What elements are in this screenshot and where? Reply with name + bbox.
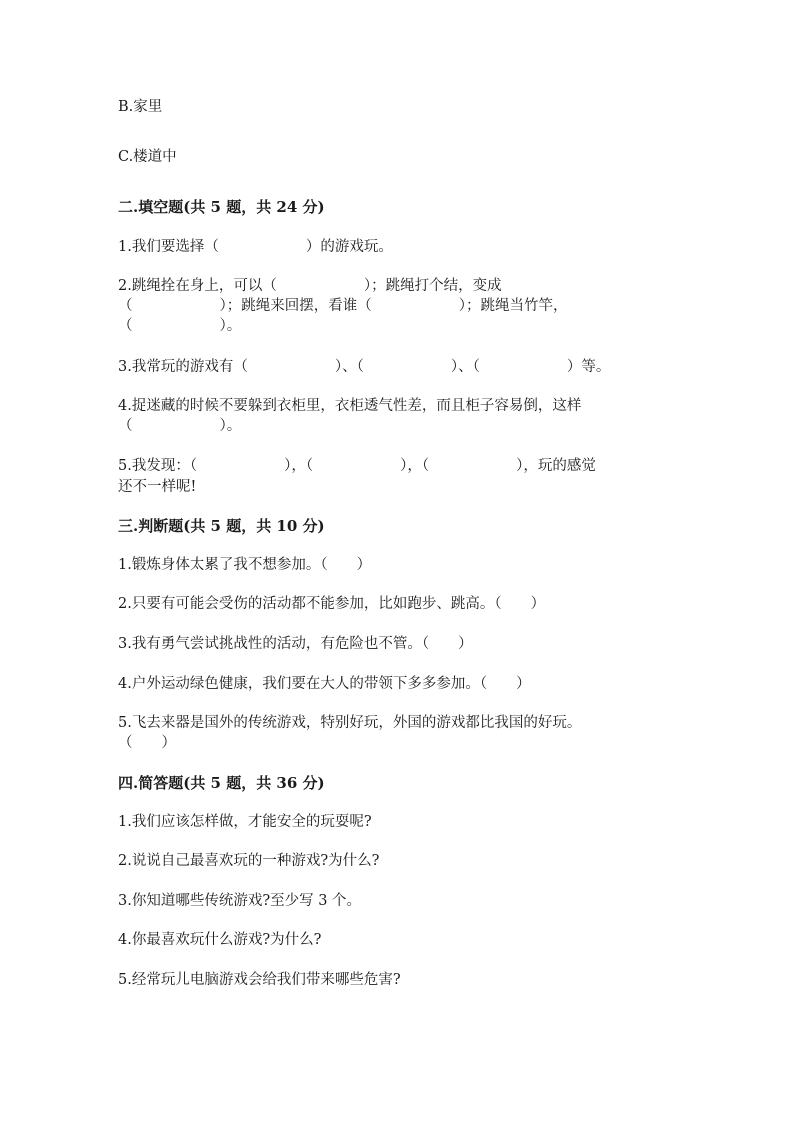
fill-q2-line1: 2.跳绳拴在身上，可以（ ）；跳绳打个结，变成 xyxy=(118,278,502,294)
judge-q3: 3.我有勇气尝试挑战性的活动，有危险也不管。（ ） xyxy=(118,636,473,652)
section-judgment-title: 三.判断题(共 5 题，共 10 分) xyxy=(118,517,325,535)
fill-q4-line2: （ ）。 xyxy=(118,418,242,434)
option-c: C.楼道中 xyxy=(118,149,177,165)
judge-q5-line2: （ ） xyxy=(118,735,176,751)
fill-q3: 3.我常玩的游戏有（ ）、（ ）、（ ）等。 xyxy=(118,359,611,375)
judge-q5-line1: 5.飞去来器是国外的传统游戏，特别好玩，外国的游戏都比我国的好玩。 xyxy=(118,715,582,731)
fill-q2-line2: （ ）；跳绳来回摆，看谁（ ）；跳绳当竹竿， xyxy=(118,298,568,314)
section-short-answer-title: 四.简答题(共 5 题，共 36 分) xyxy=(118,774,325,792)
fill-q1: 1.我们要选择（ ）的游戏玩。 xyxy=(118,239,393,255)
fill-q4-line1: 4.捉迷藏的时候不要躲到衣柜里，衣柜透气性差，而且柜子容易倒，这样 xyxy=(118,398,582,414)
short-q1: 1.我们应该怎样做，才能安全的玩耍呢? xyxy=(118,814,372,830)
judge-q2: 2.只要有可能会受伤的活动都不能参加，比如跑步、跳高。（ ） xyxy=(118,596,546,612)
short-q3: 3.你知道哪些传统游戏?至少写 3 个。 xyxy=(118,893,362,909)
fill-q2-line3: （ ）。 xyxy=(118,318,242,334)
option-b: B.家里 xyxy=(118,99,163,115)
short-q5: 5.经常玩儿电脑游戏会给我们带来哪些危害? xyxy=(118,972,401,988)
judge-q1: 1.锻炼身体太累了我不想参加。（ ） xyxy=(118,557,372,573)
judge-q4: 4.户外运动绿色健康，我们要在大人的带领下多多参加。（ ） xyxy=(118,676,531,692)
short-q2: 2.说说自己最喜欢玩的一种游戏?为什么? xyxy=(118,853,380,869)
fill-q5-line2: 还不一样呢! xyxy=(118,479,197,495)
section-fill-blank-title: 二.填空题(共 5 题，共 24 分) xyxy=(118,198,325,216)
fill-q5-line1: 5.我发现：（ ），（ ），（ ），玩的感觉 xyxy=(118,458,596,474)
short-q4: 4.你最喜欢玩什么游戏?为什么? xyxy=(118,932,322,948)
